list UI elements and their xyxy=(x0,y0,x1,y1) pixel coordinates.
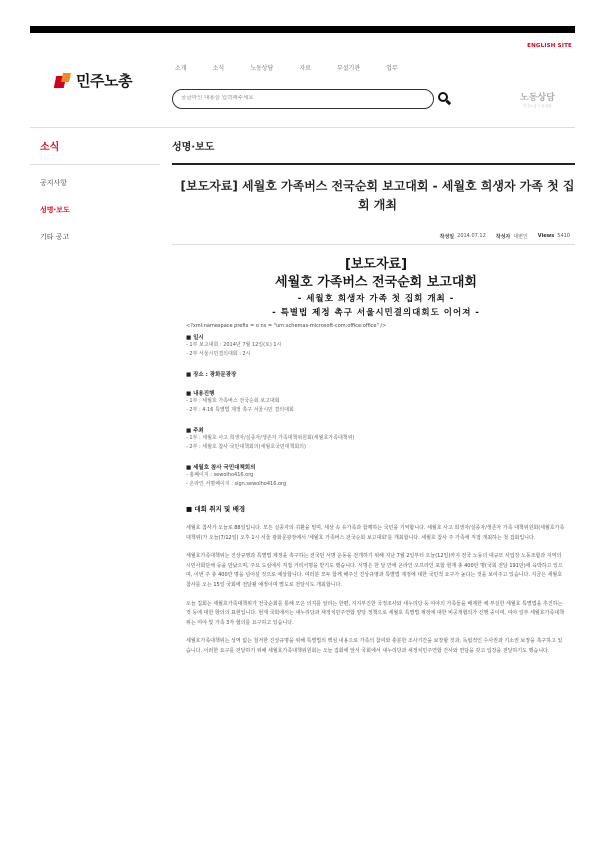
info-sub: - 1부 : 세월호 가족버스 전국순회 보고대회 xyxy=(186,398,280,404)
info-label: ■ 세월호 참사 국민대책회의 xyxy=(186,465,256,471)
page-title: 성명·보도 xyxy=(172,142,215,153)
sidebar-menu xyxy=(40,178,70,259)
info-label: ■ 내용진행 xyxy=(186,391,215,397)
consult-title: 노동상담 xyxy=(520,93,555,103)
info-sub: - 1부 : 세월호 사고 희생자/실종자/생존자 가족대책위원회(세월호가족대책위) xyxy=(186,435,355,441)
post-date: 2014.07.12 xyxy=(457,233,486,239)
nav-item-consult[interactable]: 노동상담 xyxy=(250,65,274,72)
meta-divider xyxy=(172,244,575,245)
body-paragraph: 오늘 집회는 세월호가족대책위가 전국순회를 통해 모은 의지를 알리는 한편, 지지부진한 국정조사와 새누리당 등 여야의 가족들을 배제한 채 부실한 세월호 특별법을 추진하는 것 등에 대한 항의의 표현입니다. 현재 국회에서는 새누리당과 새정치민주연합 양당 정책으로 세월호 특별법 제정에 대한 비공개협의가 진행 중이며, 여야 일부 세월호가족대책위는 여야 및 가족 3자 협의를 요구하고 있습니다. xyxy=(186,600,564,626)
info-item-host xyxy=(186,426,566,452)
sidebar-divider xyxy=(30,164,160,165)
nav-item-intro[interactable]: 소개 xyxy=(175,65,187,72)
labor-consult-banner[interactable] xyxy=(520,90,555,109)
views-label: Views xyxy=(537,233,555,239)
content-heading-1: [보도자료] xyxy=(344,257,408,272)
info-label: ■ 장소 : 광화문광장 xyxy=(186,372,237,378)
info-item-program xyxy=(186,389,566,415)
main-nav xyxy=(175,63,424,72)
consult-subtitle: 민주노총 노동상담 xyxy=(523,104,552,108)
info-sub: - 1부 보고대회 : 2014년 7월 12일(토) 1시 xyxy=(186,342,282,348)
info-label: ■ 주최 xyxy=(186,428,204,434)
sidebar-item-notice[interactable]: 공지사항 xyxy=(40,179,68,187)
body-paragraph: 세월호가족대책위는 진상규명과 특별법 제정을 촉구하는 전국민 서명 운동을 전개하기 위해 지난 7월 2일부터 오늘(12일)까지 전국 노동의 대규모 사업장 노동조합과 지역의 시민사회단체 등을 만났으며, 주요 도심에서 직접 거리서명을 받기도 했습니다. 서명은 한 달 만에 온라인 오프라인 포함 현재 총 400만 명(국회 전달 191만)에 육박하고 있으며, 이번 주 총 400만 명을 넘어설 것으로 예상합니다. 여러분 모두 함께 해주신 진상규명과 특별법 제정에 대한 국민적 요구가 높다는 것을 보여주고 있습니다. 지금은 세월호 참사를 오는 15일 국회에 전달될 예정이며 별도로 전달식도 개최합니다. xyxy=(186,553,563,588)
info-sub: - 2부 서울시민결의대회 : 2시 xyxy=(186,351,251,357)
search-box xyxy=(172,89,434,109)
nav-item-affiliates[interactable]: 부설기관 xyxy=(336,65,361,72)
info-sub: - 2부 : 4·16 특별법 제정 촉구 서울시민 결의대회 xyxy=(186,407,294,413)
info-sub: - 온라인 서명페이지 : sign.sewolho416.org xyxy=(186,481,287,487)
post-views: 5410 xyxy=(557,233,570,239)
site-logo[interactable] xyxy=(55,70,132,91)
info-item-council xyxy=(186,463,566,489)
english-site-link[interactable]: ENGLISH SITE xyxy=(527,43,572,49)
post-author: 대변인 xyxy=(513,234,528,240)
kctu-logo-icon xyxy=(55,73,73,89)
sidebar-item-other[interactable]: 기타 공고 xyxy=(40,233,70,241)
info-label: ■ 일시 xyxy=(186,335,204,341)
nav-item-work[interactable]: 업무 xyxy=(386,65,398,72)
sidebar-item-statements[interactable]: 성명·보도 xyxy=(40,206,70,214)
section-heading: ■ 대회 취지 및 배경 xyxy=(186,505,246,513)
xml-namespace-line: <?xml:namespace prefix = o ns = "urn:schemas-microsoft-com:office:office" /> xyxy=(186,323,387,329)
body-paragraph: 세월호 참사가 오늘로 88일입니다. 모든 실종자의 귀환을 빌며, 세상 속 유가족과 함께하는 국민을 기억합니다. 세월호 사고 희생자/실종자/생존자 가족 대책위원회(세월호가족대책위)가 오늘(7/12일) 오후 1시 서울 광화문광장에서 '세월호 가족버스 전국순회 보고대회'를 개최합니다. 세월호 참사 주 가족에 직접 개최하는 첫 집회입니다. xyxy=(186,525,565,541)
header-divider xyxy=(30,127,575,128)
body-paragraph: 세월호가족대책위는 성역 없는 철저한 진상규명을 위해 특별법의 핵심 내용으로 가족의 참여와 충분한 조사기간을 보장할 것과, 독립적인 수사권과 기소권 보장을 촉구하고 있습니다. 이러한 요구를 전달하기 위해 세월호가족대책위원회는 오늘 집회에 앞서 국회에서 새누리당과 새정치민주연합 간사와 면담을 갖고 입장을 전달하기도 했습니다. xyxy=(186,638,563,654)
content-heading-2: 세월호 가족버스 전국순회 보고대회 xyxy=(275,275,477,290)
top-black-bar xyxy=(30,26,575,33)
nav-item-data[interactable]: 자료 xyxy=(299,65,311,72)
date-label: 작성일 xyxy=(439,234,455,240)
post-body xyxy=(186,256,566,666)
info-sub: - 홈페이지 : sewolho416.org xyxy=(186,472,254,478)
info-item-date xyxy=(186,333,566,359)
sidebar-title: 소식 xyxy=(40,142,60,153)
author-label: 작성자 xyxy=(495,234,511,240)
post-meta xyxy=(440,233,570,240)
info-item-place xyxy=(186,370,566,378)
search-input[interactable] xyxy=(181,95,421,101)
title-underline xyxy=(172,163,575,165)
nav-item-news[interactable]: 소식 xyxy=(212,65,225,72)
content-heading-3: - 세월호 희생자 가족 첫 집회 개최 - xyxy=(297,294,455,304)
search-icon[interactable] xyxy=(438,92,452,106)
logo-text: 민주노총 xyxy=(76,72,132,90)
post-title: [보도자료] 세월호 가족버스 전국순회 보고대회 - 세월호 희생자 가족 첫 집회 개최 xyxy=(180,179,575,212)
info-sub: - 2부 : 세월호 참사 국민대책회의(세월호국민대책회의) xyxy=(186,444,306,450)
content-heading-4: - 특별법 제정 촉구 서울시민결의대회도 이어져 - xyxy=(272,308,480,318)
